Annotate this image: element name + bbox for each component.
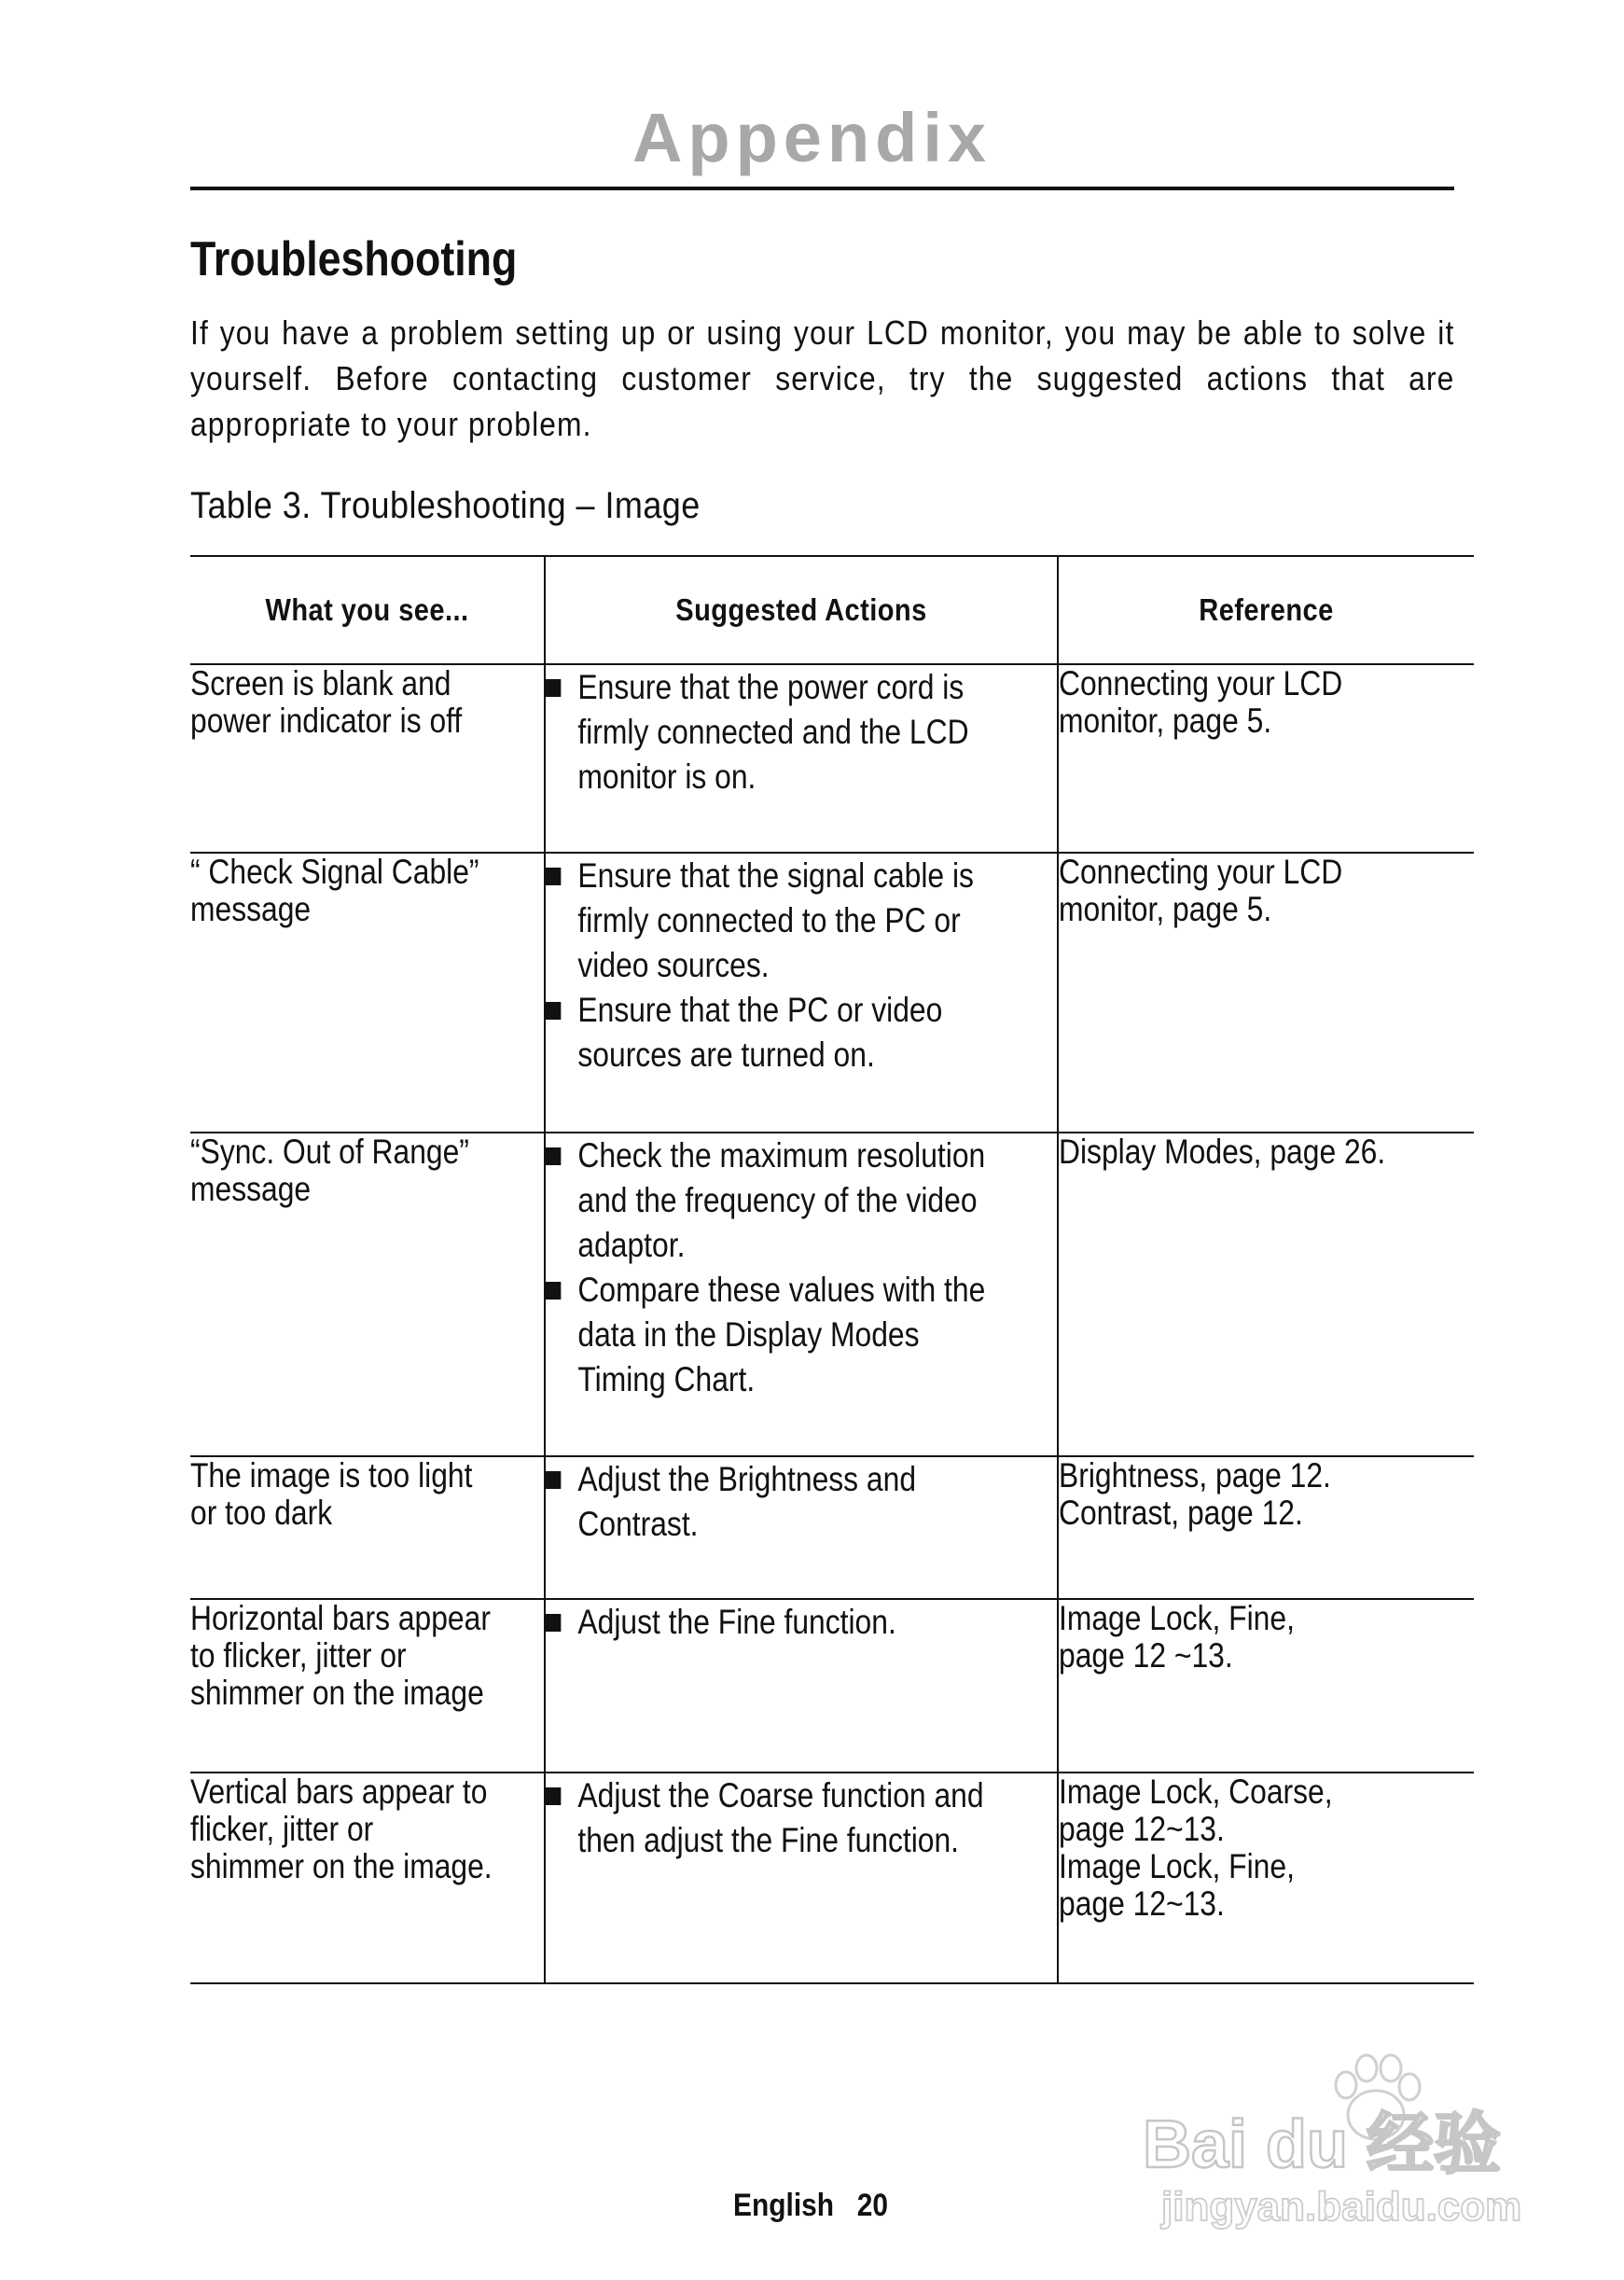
table-row: [190, 1456, 1474, 1599]
action-list: [546, 1773, 985, 1863]
reference-cell: [1058, 1773, 1474, 1983]
square-bullet-icon: [546, 868, 561, 885]
symptom-cell: [190, 1133, 545, 1456]
symptom-text: Horizontal bars appear to flicker, jitter or shimmer on the image: [190, 1599, 491, 1712]
actions-cell: [545, 1773, 1058, 1983]
reference-text: Image Lock, Fine, page 12 ~13.: [1059, 1599, 1295, 1675]
appendix-title: Appendix: [632, 99, 992, 176]
symptom-text: “ Check Signal Cable” message: [190, 853, 479, 928]
square-bullet-icon: [546, 1471, 561, 1489]
table-header-row: [190, 556, 1474, 664]
actions-cell: [545, 1133, 1058, 1456]
title-rule: [190, 187, 1454, 190]
table-row: [190, 1133, 1474, 1456]
reference-cell: [1058, 853, 1474, 1133]
action-list: [546, 1133, 985, 1402]
action-text: Check the maximum resolution and the frequency of the video adaptor.: [577, 1136, 986, 1264]
section-heading: Troubleshooting: [190, 232, 518, 286]
baidu-watermark-logo: [1133, 2048, 1544, 2234]
square-bullet-icon: [546, 679, 561, 697]
table-row: [190, 853, 1474, 1133]
actions-cell: [545, 1599, 1058, 1773]
reference-text: Connecting your LCD monitor, page 5.: [1059, 664, 1343, 740]
footer-page-number: 20: [856, 2188, 888, 2223]
reference-text: Brightness, page 12. Contrast, page 12.: [1059, 1456, 1331, 1532]
reference-cell: [1058, 1599, 1474, 1773]
action-item: [546, 1268, 985, 1402]
header-label: Suggested Actions: [675, 592, 927, 627]
action-list: [546, 665, 985, 799]
symptom-cell: [190, 664, 545, 853]
reference-cell: [1058, 1456, 1474, 1599]
actions-cell: [545, 1456, 1058, 1599]
action-list: [546, 1457, 985, 1547]
header-reference: [1058, 556, 1474, 664]
table-row: [190, 1773, 1474, 1983]
table-row: [190, 664, 1474, 853]
footer-language: English: [733, 2188, 835, 2223]
intro-paragraph: If you have a problem setting up or using your LCD monitor, you may be able to solve it yourself. Before contacting customer service, try the suggested actions that are appropriate to your problem.: [190, 313, 1455, 443]
reference-cell: [1058, 1133, 1474, 1456]
symptom-cell: [190, 1773, 545, 1983]
paw-toe-icon: [1381, 2055, 1401, 2081]
action-text: Ensure that the signal cable is firmly connected to the PC or video sources.: [577, 856, 974, 984]
paw-toe-icon: [1399, 2074, 1420, 2100]
symptom-cell: [190, 1599, 545, 1773]
actions-cell: [545, 664, 1058, 853]
header-label: What you see...: [265, 592, 469, 627]
page-footer: [733, 2188, 888, 2224]
action-item: [546, 988, 985, 1077]
square-bullet-icon: [546, 1002, 561, 1020]
symptom-text: Vertical bars appear to flicker, jitter or shimmer on the image.: [190, 1773, 493, 1885]
symptom-text: Screen is blank and power indicator is off: [190, 664, 463, 740]
square-bullet-icon: [546, 1147, 561, 1165]
action-item: [546, 1457, 985, 1547]
table-row: [190, 1599, 1474, 1773]
action-item: [546, 1773, 985, 1863]
reference-text: Image Lock, Coarse, page 12~13. Image Lock, Fine, page 12~13.: [1059, 1773, 1333, 1923]
action-item: [546, 1600, 985, 1645]
table-caption: Table 3. Troubleshooting – Image: [190, 485, 701, 526]
symptom-text: The image is too light or too dark: [190, 1456, 473, 1532]
reference-text: Display Modes, page 26.: [1059, 1133, 1386, 1171]
action-text: Adjust the Coarse function and then adjust the Fine function.: [577, 1776, 984, 1859]
action-list: [546, 1600, 985, 1645]
square-bullet-icon: [546, 1787, 561, 1805]
action-item: [546, 1133, 985, 1268]
watermark-brand: Bai du 经验: [1143, 2107, 1502, 2182]
reference-cell: [1058, 664, 1474, 853]
square-bullet-icon: [546, 1614, 561, 1632]
paw-toe-icon: [1336, 2072, 1356, 2098]
square-bullet-icon: [546, 1282, 561, 1300]
symptom-text: “Sync. Out of Range” message: [190, 1133, 469, 1208]
action-text: Adjust the Fine function.: [577, 1603, 896, 1641]
action-text: Ensure that the PC or video sources are turned on.: [577, 991, 943, 1074]
header-what-you-see: [190, 556, 545, 664]
action-text: Ensure that the power cord is firmly connected and the LCD monitor is on.: [577, 668, 969, 796]
watermark-url: jingyan.baidu.com: [1161, 2184, 1522, 2230]
action-list: [546, 854, 985, 1077]
header-label: Reference: [1199, 592, 1334, 627]
action-item: [546, 854, 985, 988]
symptom-cell: [190, 1456, 545, 1599]
reference-text: Connecting your LCD monitor, page 5.: [1059, 853, 1343, 928]
actions-cell: [545, 853, 1058, 1133]
action-text: Compare these values with the data in the Display Modes Timing Chart.: [577, 1271, 986, 1398]
paw-toe-icon: [1356, 2055, 1377, 2081]
symptom-cell: [190, 853, 545, 1133]
header-suggested-actions: [545, 556, 1058, 664]
action-item: [546, 665, 985, 799]
action-text: Adjust the Brightness and Contrast.: [577, 1460, 917, 1543]
troubleshooting-table: [190, 555, 1474, 1984]
